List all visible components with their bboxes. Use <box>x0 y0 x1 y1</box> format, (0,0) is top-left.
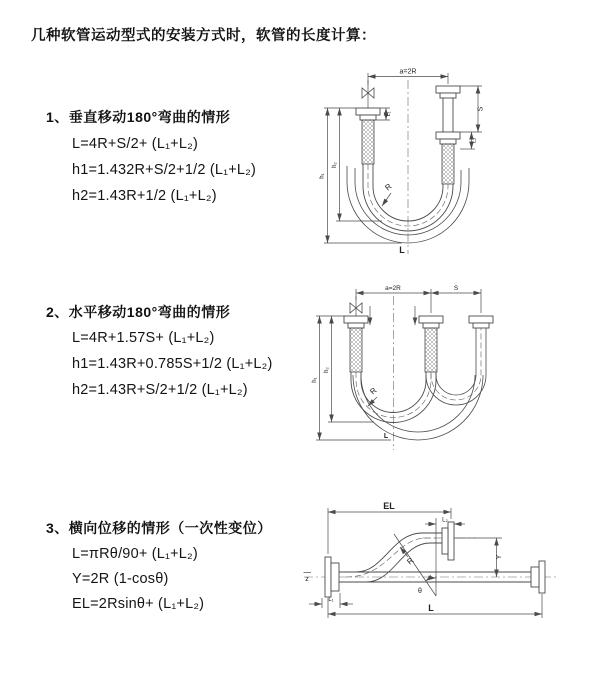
section-2-formula-h2: h2=1.43R+S/2+1/2 (L₁+L₂) <box>72 382 248 398</box>
dim-s-label: S <box>453 285 459 292</box>
radius-label: R <box>405 555 416 567</box>
angle-theta-label: θ <box>418 588 422 595</box>
diagram-horizontal-180-bend <box>306 280 526 460</box>
movement-arrows <box>370 306 415 325</box>
dimension-l2 <box>460 132 478 149</box>
dim-l1-label: L₁ <box>386 111 392 117</box>
radius-callout <box>368 386 379 406</box>
length-label: L <box>399 245 405 255</box>
diagram-vertical-180-bend <box>312 62 522 257</box>
dim-l2-label: L₂ <box>442 517 448 524</box>
dimension-a2r <box>356 285 481 313</box>
section-3-formula-L: L=πRθ/90+ (L₁+L₂) <box>72 546 198 562</box>
dimension-s <box>460 86 485 132</box>
radius-construction-lines <box>394 518 436 596</box>
dimension-el <box>328 501 451 554</box>
dim-el-label: EL <box>383 501 395 511</box>
center-axis-lines <box>304 538 558 577</box>
displaced-hose-curve <box>346 533 442 582</box>
section-1-heading: 1、垂直移动180°弯曲的情形 <box>46 109 231 125</box>
dimension-h1 <box>320 108 403 243</box>
dim-h1-label: h₁ <box>312 377 318 383</box>
dim-s-label: S <box>477 106 485 112</box>
dim-h2-label: h₂ <box>324 367 330 373</box>
upper-flange <box>442 522 454 560</box>
page-title: 几种软管运动型式的安装方式时，软管的长度计算： <box>31 28 376 44</box>
right-flange <box>531 561 545 593</box>
diagram-lateral-displacement <box>296 500 576 640</box>
left-hose-leg <box>356 108 380 164</box>
dim-l1-label: L₁ <box>328 597 334 603</box>
dim-a2r-label: a=2R <box>399 68 417 76</box>
section-1-formula-L: L=4R+S/2+ (L₁+L₂) <box>72 136 198 152</box>
section-1-formula-h1: h1=1.432R+S/2+1/2 (L₁+L₂) <box>72 162 257 178</box>
dim-h2-label: h₂ <box>332 162 338 168</box>
section-1-formula-h2: h2=1.43R+1/2 (L₁+L₂) <box>72 188 217 204</box>
length-label: L <box>428 603 434 613</box>
dimension-s <box>431 285 481 293</box>
dimension-l <box>328 594 542 618</box>
axis-z-label: z <box>305 576 309 583</box>
hose-u-bends <box>351 328 486 440</box>
right-hose-leg <box>436 86 460 184</box>
dim-l2-label: L₂ <box>471 137 478 144</box>
section-3-formula-EL: EL=2Rsinθ+ (L₁+L₂) <box>72 596 205 612</box>
axis-z-mark <box>304 573 312 584</box>
right-hose-leg <box>469 316 493 328</box>
dimension-y <box>454 538 503 577</box>
dim-y-label: Y <box>496 554 503 560</box>
section-3-formula-Y: Y=2R (1-cosθ) <box>72 571 169 587</box>
section-3-heading: 3、横向位移的情形（一次性变位） <box>46 520 272 536</box>
section-2-formula-L: L=4R+1.57S+ (L₁+L₂) <box>72 330 215 346</box>
length-label: L <box>383 433 389 440</box>
dim-a2r-label: a=2R <box>385 285 401 292</box>
left-flange <box>325 557 339 597</box>
section-2-heading: 2、水平移动180°弯曲的情形 <box>46 304 231 320</box>
middle-hose-leg <box>419 316 443 372</box>
radius-label: R <box>368 385 379 397</box>
radius-callout <box>400 547 416 566</box>
radius-label: R <box>383 181 394 193</box>
dimension-l2 <box>425 518 465 525</box>
dim-h1-label: h₁ <box>319 173 326 179</box>
dimension-h2 <box>332 108 382 221</box>
left-hose-leg <box>344 316 368 372</box>
section-2-formula-h1: h1=1.43R+0.785S+1/2 (L₁+L₂) <box>72 356 273 372</box>
radius-callout <box>382 182 394 206</box>
